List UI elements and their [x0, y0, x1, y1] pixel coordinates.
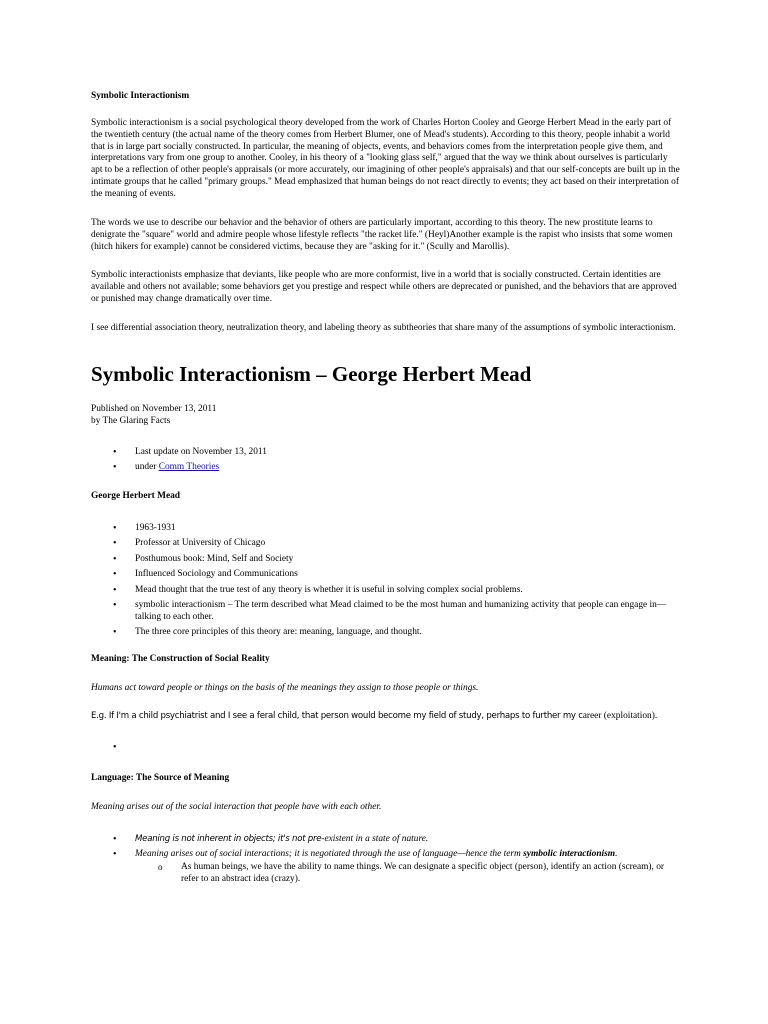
list-item — [91, 538, 681, 550]
language-heading: Language: The Source of Meaning — [91, 773, 230, 783]
last-update: Last update on November 13, 2011 — [135, 447, 267, 457]
under-label: under — [135, 462, 159, 473]
language-quote: Meaning arises out of the social interaction that people have with each other. — [91, 802, 382, 812]
example-end: areer (exploitation). — [582, 711, 658, 721]
category-link[interactable]: Comm Theories — [158, 462, 220, 473]
list-item — [91, 834, 681, 846]
sub-bullet-icon: o — [158, 862, 163, 872]
list-item — [91, 862, 681, 886]
section-heading: Symbolic Interactionism — [91, 91, 190, 101]
list-item — [91, 585, 681, 597]
bullet1-rest: -existent in a state of nature. — [321, 834, 429, 844]
list-item-text: Influenced Sociology and Communications — [135, 569, 298, 580]
bullet-icon: • — [113, 834, 117, 845]
bullet-icon: • — [113, 462, 117, 474]
sub-item-text: As human beings, we have the ability to name things. We can designate a specific object (person), identify an action (scream), or refer to an abstract idea (crazy). — [181, 862, 665, 884]
mead-heading: George Herbert Mead — [91, 491, 181, 501]
list-item — [91, 523, 681, 535]
bullet-icon: • — [113, 447, 117, 458]
language-list — [91, 834, 681, 865]
bullet-icon: • — [113, 627, 117, 639]
list-item-text: symbolic interactionism – The term described what Mead claimed to be the most human and humanizing activity that people can engage in—talking to each other. — [135, 599, 667, 622]
article-meta-list — [91, 447, 681, 478]
bullet-icon: • — [113, 538, 117, 550]
list-item — [91, 462, 681, 474]
list-item — [91, 554, 681, 566]
bullet-icon: • — [113, 742, 117, 753]
list-item — [91, 569, 681, 581]
list-item-text: Mead thought that the true test of any theory is whether it is useful in solving complex social problems. — [135, 584, 523, 595]
list-item — [91, 627, 681, 639]
bullet-icon: • — [113, 523, 117, 534]
mead-list — [91, 523, 681, 643]
bullet-icon: • — [113, 849, 117, 861]
bullet-icon: • — [113, 599, 117, 611]
article-title: Symbolic Interactionism – George Herbert Mead — [91, 362, 532, 386]
meaning-heading: Meaning: The Construction of Social Reality — [91, 654, 270, 664]
bullet-icon: • — [113, 553, 117, 565]
list-item — [91, 600, 681, 624]
bullet-icon: • — [113, 569, 117, 581]
meaning-quote: Humans act toward people or things on the basis of the meanings they assign to those people or things. — [91, 683, 479, 693]
list-item — [91, 849, 681, 861]
byline: by The Glaring Facts — [91, 415, 171, 426]
bullet-icon: • — [113, 584, 117, 596]
bullet2-text: Meaning arises out of social interactions; it is negotiated through the use of language—hence the term — [135, 849, 524, 860]
example-handwritten: E.g. If I'm a child psychiatrist and I see a feral child, that person would become my field of study, perhaps to further my c — [91, 711, 583, 721]
published-date: Published on November 13, 2011 — [91, 404, 217, 414]
language-sublist — [91, 862, 681, 886]
list-item-text: The three core principles of this theory are: meaning, language, and thought. — [135, 627, 422, 638]
list-item-text: 1963-1931 — [135, 523, 176, 533]
list-item-text: Posthumous book: Mind, Self and Society — [135, 553, 294, 564]
meaning-example — [91, 711, 711, 723]
paragraph-deviants: Symbolic interactionists emphasize that deviants, like people who are more conformist, live in a world that is socially constructed. Certain identities are available and others not available; some behaviors get you prestige and respect while others are deprecated or punished, and the behaviors that are approved or punished may change dramatically over time. — [91, 270, 677, 304]
list-item-text: Professor at University of Chicago — [135, 538, 266, 549]
paragraph-intro: Symbolic interactionism is a social psychological theory developed from the work of Charles Horton Cooley and George Herbert Mead in the early part of the twentieth century (the actual name of the theory comes from Herbert Blumer, one of Mead's students). According to this theory, people inhabit a world that is in large part socially constructed. In particular, the meaning of objects, events, and behaviors comes from the interpretation people give them, and interpretations vary from one group to another. Cooley, in his theory of a "looking glass self," argued that the way we think about ourselves is particularly apt to be a reflection of other people's appraisals (or more accurately, our imagining of other people's appraisals) and that our self-concepts are built up in the intimate groups that he called "primary groups." Mead emphasized that human beings do not react directly to events; they act based on their interpretation of the meaning of events. — [91, 118, 680, 199]
bullet2-term: symbolic interactionism — [523, 849, 616, 860]
bullet1-handwritten: Meaning is not inherent in objects; it's not pre — [135, 834, 322, 844]
bullet2-end: . — [615, 849, 618, 860]
empty-list — [91, 742, 681, 757]
list-item — [91, 742, 681, 754]
paragraph-subtheories: I see differential association theory, neutralization theory, and labeling theory as subtheories that share many of the assumptions of symbolic interactionism. — [91, 323, 676, 333]
paragraph-words: The words we use to describe our behavior and the behavior of others are particularly important, according to this theory. The new prostitute learns to denigrate the "square" world and admire people whose lifestyle reflects "the racket life." (Heyl)Another example is the rapist who insists that some women (hitch hikers for example) cannot be considered victims, because they are "asking for it." (Scully and Marollis). — [91, 218, 673, 252]
list-item — [91, 447, 681, 459]
article-meta — [91, 404, 681, 428]
